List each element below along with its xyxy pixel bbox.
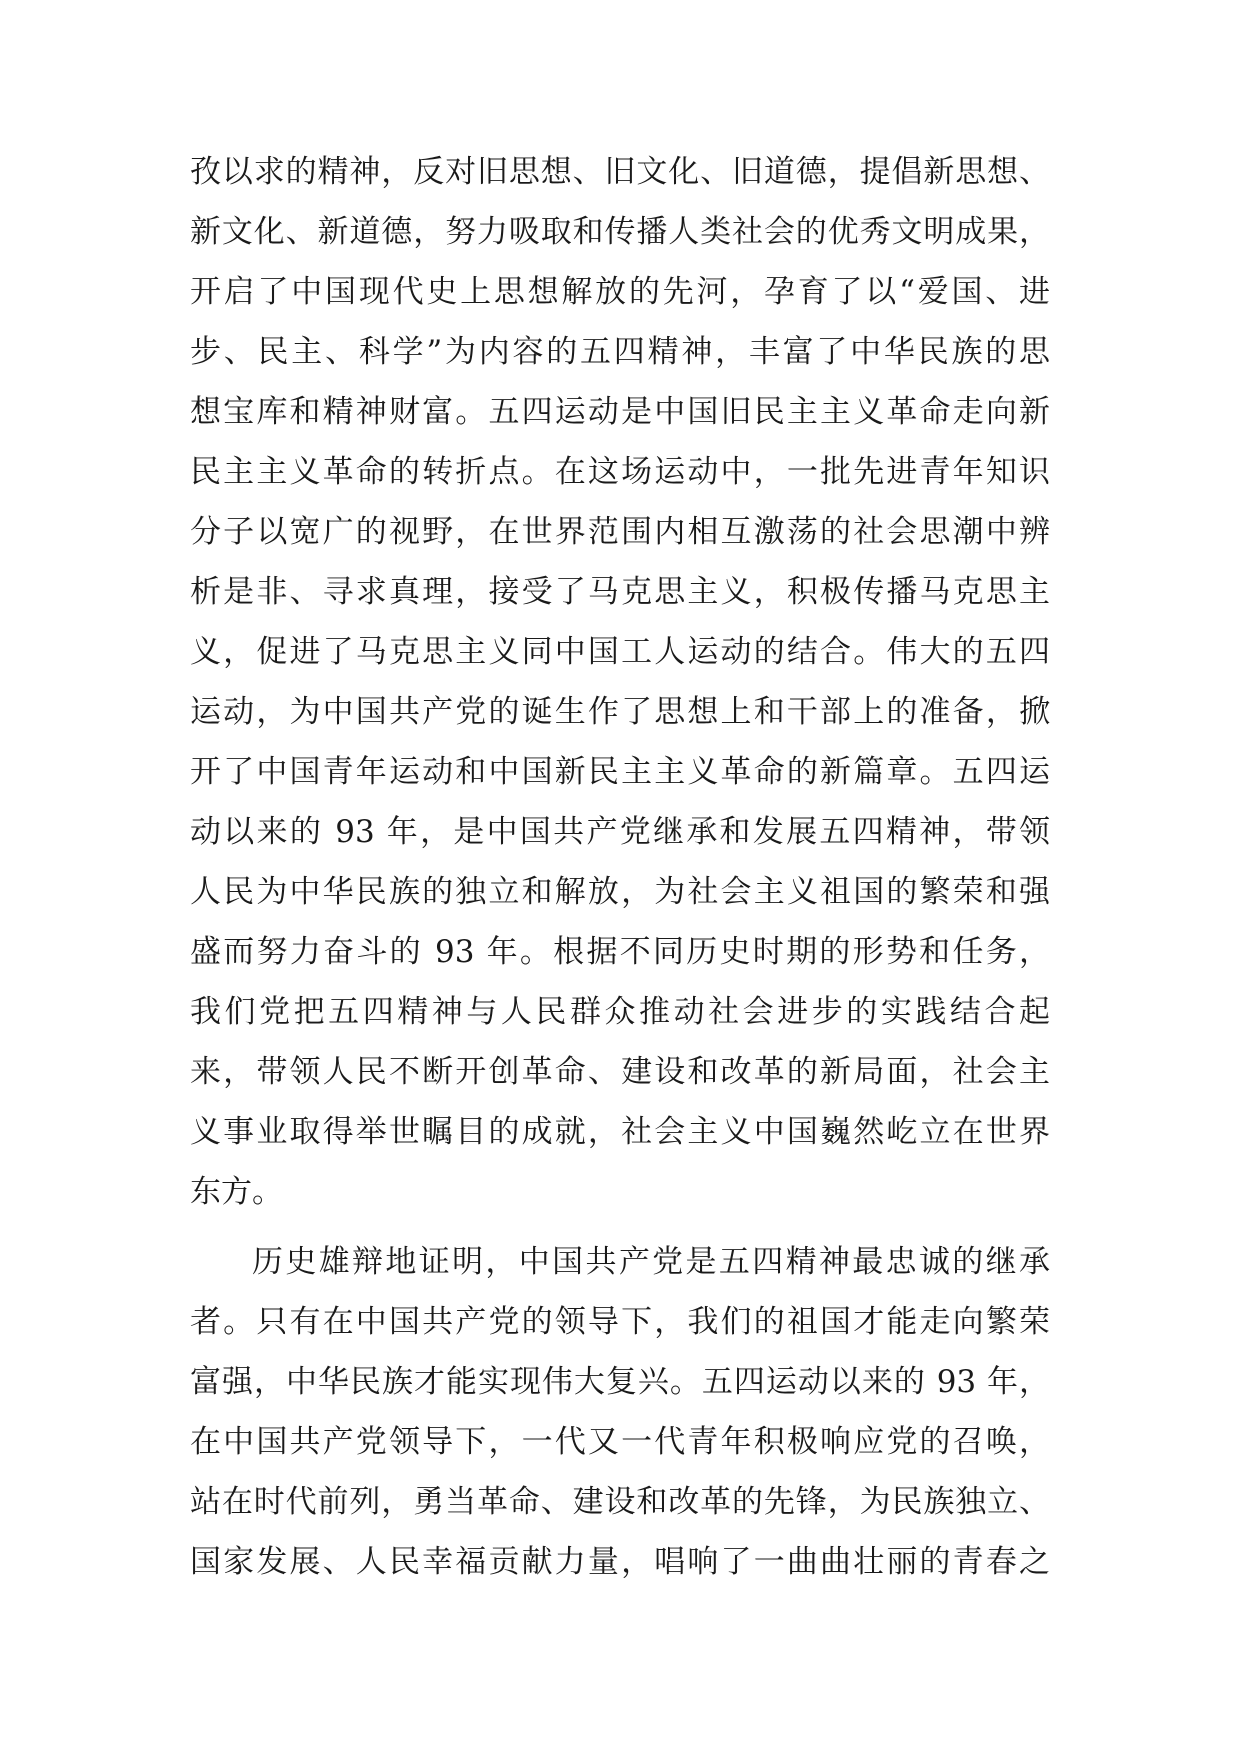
- text-line: 盛而努力奋斗的 93 年。根据不同历史时期的形势和任务，: [190, 934, 1050, 970]
- body-text: [190, 142, 1050, 1592]
- text-line: 我们党把五四精神与人民群众推动社会进步的实践结合起: [190, 994, 1050, 1030]
- text-line: 东方。: [190, 1174, 283, 1210]
- text-line: 站在时代前列，勇当革命、建设和改革的先锋，为民族独立、: [190, 1484, 1050, 1520]
- text-line: 新文化、新道德，努力吸取和传播人类社会的优秀文明成果，: [190, 214, 1050, 250]
- text-line: 国家发展、人民幸福贡献力量，唱响了一曲曲壮丽的青春之: [190, 1544, 1050, 1580]
- text-line: 析是非、寻求真理，接受了马克思主义，积极传播马克思主: [190, 574, 1050, 610]
- text-line: 开启了中国现代史上思想解放的先河，孕育了以“爱国、进: [190, 274, 1050, 310]
- text-line: 义，促进了马克思主义同中国工人运动的结合。伟大的五四: [190, 634, 1050, 670]
- text-line: 来，带领人民不断开创革命、建设和改革的新局面，社会主: [190, 1054, 1050, 1090]
- text-line: 在中国共产党领导下，一代又一代青年积极响应党的召唤，: [190, 1424, 1050, 1460]
- paragraph-1: [190, 142, 1050, 1222]
- paragraph-2: [190, 1232, 1050, 1592]
- text-line: 人民为中华民族的独立和解放，为社会主义祖国的繁荣和强: [190, 874, 1050, 910]
- text-line: 富强，中华民族才能实现伟大复兴。五四运动以来的 93 年，: [190, 1364, 1050, 1400]
- text-line: 者。只有在中国共产党的领导下，我们的祖国才能走向繁荣: [190, 1304, 1050, 1340]
- text-line: 运动，为中国共产党的诞生作了思想上和干部上的准备，掀: [190, 694, 1050, 730]
- text-line: 开了中国青年运动和中国新民主主义革命的新篇章。五四运: [190, 754, 1050, 790]
- text-line: 义事业取得举世瞩目的成就，社会主义中国巍然屹立在世界: [190, 1114, 1050, 1150]
- text-line: 孜以求的精神，反对旧思想、旧文化、旧道德，提倡新思想、: [190, 154, 1050, 190]
- text-line: 动以来的 93 年，是中国共产党继承和发展五四精神，带领: [190, 814, 1050, 850]
- text-line: 民主主义革命的转折点。在这场运动中，一批先进青年知识: [190, 454, 1050, 490]
- text-line: 历史雄辩地证明，中国共产党是五四精神最忠诚的继承: [252, 1244, 1050, 1280]
- paragraph-spacer: [190, 1222, 1050, 1232]
- text-line: 分子以宽广的视野，在世界范围内相互激荡的社会思潮中辨: [190, 514, 1050, 550]
- text-line: 想宝库和精神财富。五四运动是中国旧民主主义革命走向新: [190, 394, 1050, 430]
- text-line: 步、民主、科学”为内容的五四精神，丰富了中华民族的思: [190, 334, 1050, 370]
